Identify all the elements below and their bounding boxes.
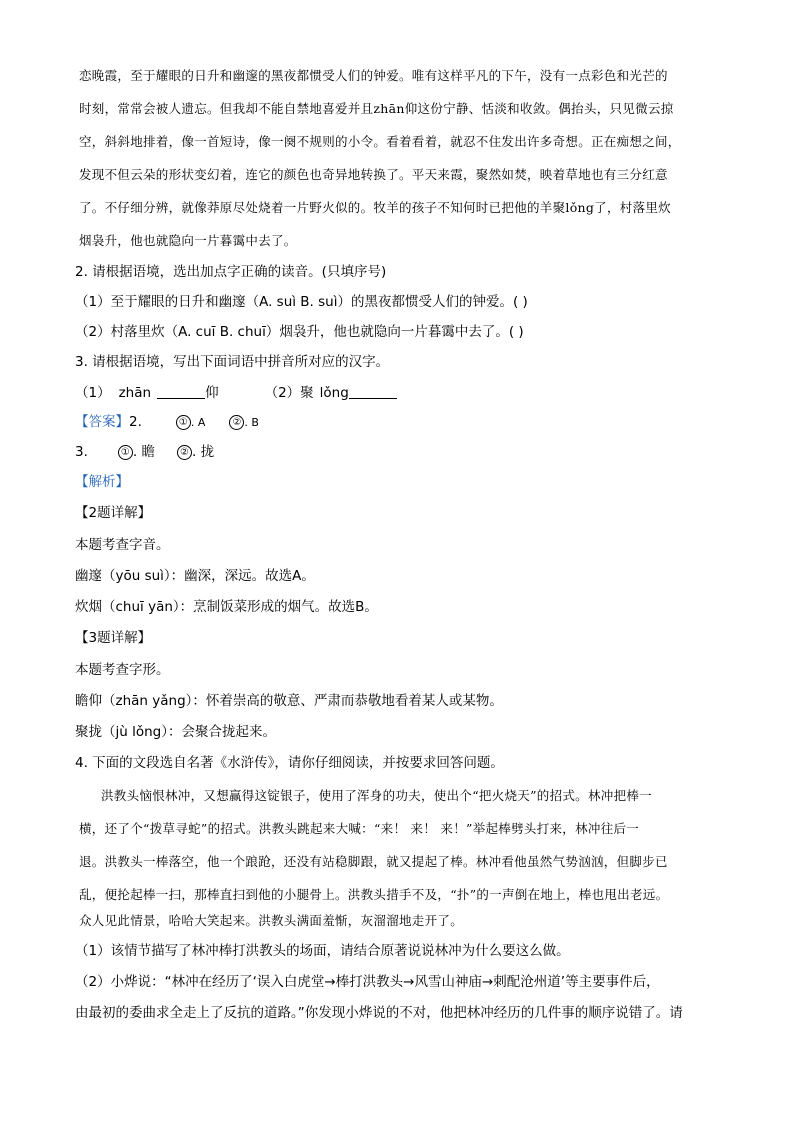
q3-item2-label: （2）聚: [264, 385, 314, 401]
q3-item2-blank: [349, 384, 397, 399]
answer-q3-num: 3.: [75, 444, 88, 460]
q3-item1-pinyin: zhān: [118, 385, 152, 401]
q4-passage-line-1: 洪教头恼恨林冲，又想赢得这锭银子，使用了浑身的功夫，使出个“把火烧天”的招式。林冲把棒一: [101, 788, 652, 803]
q4-passage-line-4: 乱，便抡起棒一扫，那棒直扫到他的小腿骨上。洪教头措手不及，“扑”的一声倒在地上，棒也甩出老远。: [79, 887, 669, 902]
answer-q2-a2-num: ②: [229, 415, 244, 430]
passage1-line-5: 了。不仔细分辨，就像莽原尽处烧着一片野火似的。牧羊的孩子不知何时已把他的羊聚lǒng了，村落里炊: [79, 200, 671, 215]
analysis-q3-line-1: 本题考查字形。: [75, 662, 170, 678]
answer-q2-a1-num: ①: [176, 415, 191, 430]
q4-passage-line-3: 退。洪教头一棒落空，他一个踉跄，还没有站稳脚跟，就又提起了棒。林冲看他虽然气势汹汹，但脚步已: [79, 854, 668, 869]
answer-tag: 【答案】: [75, 414, 129, 430]
analysis-q3-line-3: 聚拢（jù lǒng）：会聚合拢起来。: [75, 724, 276, 740]
q2-item-1: （1）至于耀眼的日升和幽邃（A. suì B. suì）的黑夜都惯受人们的钟爱。( ): [75, 294, 528, 310]
analysis-q2-heading: 【2题详解】: [75, 505, 152, 521]
answer-row-q3: [75, 442, 214, 462]
answer-q3-a2-num: ②: [177, 445, 192, 460]
q3-item1-char: 仰: [205, 385, 219, 401]
analysis-q2-line-1: 本题考查字音。: [75, 537, 170, 553]
q3-item1-blank: [157, 384, 205, 399]
analysis-q2-line-3: 炊烟（chuī yān）：烹制饭菜形成的烟气。故选B。: [75, 599, 378, 615]
analysis-q3-line-2: 瞻仰（zhān yǎng）：怀着崇高的敬意、严肃而恭敬地看着某人或某物。: [75, 693, 503, 709]
analysis-tag: 【解析】: [75, 474, 129, 490]
passage1-line-1: 恋晚霞，至于耀眼的日升和幽邃的黑夜都惯受人们的钟爱。唯有这样平凡的下午，没有一点彩色和光芒的: [79, 68, 668, 83]
answer-q2-a1: . A: [190, 416, 206, 429]
passage1-line-4: 发现不但云朵的形状变幻着，连它的颜色也奇异地转换了。平天来霞，聚然如焚，映着草地也有三分红意: [79, 167, 668, 182]
q4-stem: 4. 下面的文段选自名著《水浒传》，请你仔细阅读，并按要求回答问题。: [75, 755, 504, 771]
answer-q2-num: 2.: [129, 414, 142, 430]
q2-stem: 2. 请根据语境，选出加点字正确的读音。(只填序号): [75, 264, 387, 280]
analysis-q3-heading: 【3题详解】: [75, 630, 152, 646]
q4-passage-line-2: 横，还了个“拨草寻蛇”的招式。洪教头跳起来大喊：“来！ 来！ 来！”举起棒劈头打来，林冲往后一: [79, 821, 640, 836]
answer-row-q2: [75, 412, 259, 433]
answer-q3-a1: . 瞻: [132, 444, 155, 460]
q3-item1-label: （1）: [75, 385, 111, 401]
q4-passage-line-5: 众人见此情景，哈哈大笑起来。洪教头满面羞惭，灰溜溜地走开了。: [79, 913, 464, 928]
q4-sub-1: （1）该情节描写了林冲棒打洪教头的场面，请结合原著说说林冲为什么要这么做。: [75, 943, 570, 959]
q4-sub-2-line-1: （2）小烨说：“林冲在经历了‘误入白虎堂→棒打洪教头→风雪山神庙→刺配沧州道’等主要事件后，: [75, 974, 660, 990]
passage1-line-2: 时刻，常常会被人遗忘。但我却不能自禁地喜爱并且zhān仰这份宁静、恬淡和收敛。偶抬头，只见微云掠: [79, 101, 674, 116]
answer-q3-a1-num: ①: [118, 445, 133, 460]
q3-items: [75, 383, 397, 403]
passage1-line-3: 空，斜斜地排着，像一首短诗，像一阕不规则的小令。看着看着，就忍不住发出许多奇想。正在痴想之间，: [79, 134, 681, 149]
q2-item-2: （2）村落里炊（A. cuī B. chuī）烟袅升，他也就隐向一片暮霭中去了。( ): [75, 324, 524, 340]
analysis-q2-line-2: 幽邃（yōu suì）：幽深，深远。故选A。: [75, 568, 315, 584]
q4-sub-2-line-2: 由最初的委曲求全走上了反抗的道路。”你发现小烨说的不对，他把林冲经历的几件事的顺序说错了。请: [75, 1005, 683, 1021]
q3-item2-pinyin: lǒng: [319, 385, 349, 401]
passage1-line-6: 烟袅升，他也就隐向一片暮霭中去了。: [79, 233, 297, 248]
answer-q3-a2: . 拢: [191, 444, 215, 460]
answer-q2-a2: . B: [244, 416, 259, 429]
q3-stem: 3. 请根据语境，写出下面词语中拼音所对应的汉字。: [75, 354, 390, 370]
